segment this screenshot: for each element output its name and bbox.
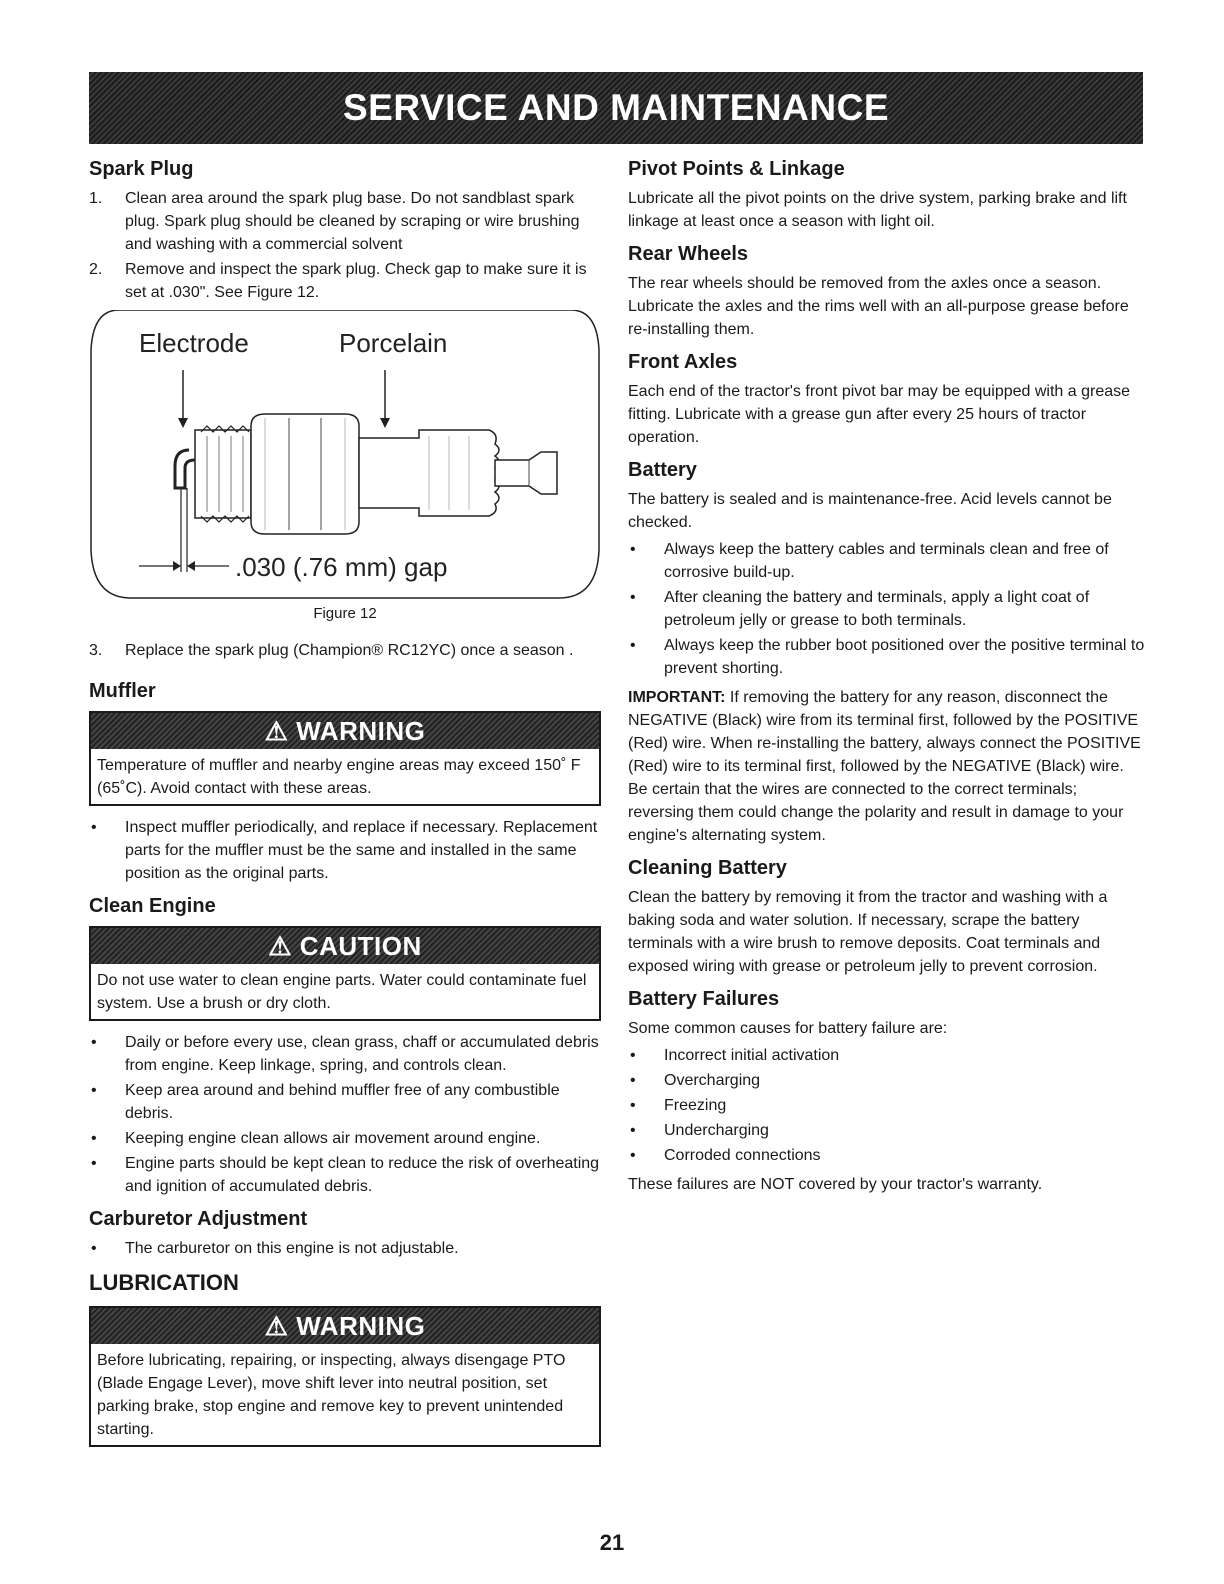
- warning-title: WARNING: [296, 1310, 426, 1341]
- battery-bullets: [628, 538, 1146, 680]
- list-item: • Incorrect initial activation: [628, 1044, 1146, 1067]
- lubrication-heading: LUBRICATION: [89, 1270, 239, 1295]
- front-axles-heading: Front Axles: [628, 351, 738, 373]
- important-note: [628, 686, 1146, 847]
- battery-failures-intro: Some common causes for battery failure are:: [628, 1020, 948, 1037]
- list-item: • Keep area around and behind muffler free of any combustible debris.: [89, 1079, 601, 1125]
- porcelain-arrow-head: [380, 418, 390, 428]
- list-item: • Inspect muffler periodically, and replace if necessary. Replacement parts for the muffler must be the same and installed in the same position as the original parts.: [89, 816, 601, 885]
- electrode-arrow-head: [178, 418, 188, 428]
- list-item: • Always keep the rubber boot positioned over the positive terminal to prevent shorting.: [628, 634, 1146, 680]
- battery-section: [628, 459, 1146, 847]
- caution-triangle-icon: ⚠: [268, 930, 293, 961]
- gap-label: .030 (.76 mm) gap: [235, 552, 448, 582]
- warning-triangle-icon: ⚠: [264, 1310, 289, 1341]
- list-item: [89, 187, 601, 256]
- warning-header: [91, 713, 599, 749]
- pivot-section: [628, 158, 1146, 233]
- step-number: 2.: [89, 261, 103, 278]
- clean-engine-bullets: [89, 1031, 601, 1198]
- figure-caption: Figure 12: [313, 605, 377, 622]
- carburetor-bullets: [89, 1237, 601, 1260]
- section-banner: [89, 72, 1143, 144]
- list-item: • Keeping engine clean allows air movement around engine.: [89, 1127, 601, 1150]
- list-item: • Engine parts should be kept clean to reduce the risk of overheating and ignition of accumulated debris.: [89, 1152, 601, 1198]
- caution-title: CAUTION: [299, 930, 422, 961]
- list-item: • Always keep the battery cables and terminals clean and free of corrosive build-up.: [628, 538, 1146, 584]
- step-text: Replace the spark plug (Champion® RC12YC) once a season .: [125, 642, 574, 659]
- step-text: Remove and inspect the spark plug. Check gap to make sure it is set at .030". See Figure 12.: [125, 261, 587, 301]
- battery-failures-bullets: [628, 1044, 1146, 1167]
- warning-title: WARNING: [296, 715, 426, 746]
- carburetor-heading: Carburetor Adjustment: [89, 1208, 308, 1230]
- caution-header: [91, 928, 599, 964]
- spark-plug-step3: [89, 639, 601, 662]
- important-text: If removing the battery for any reason, disconnect the NEGATIVE (Black) wire from its terminal first, followed by the POSITIVE (Red) wire. When re-installing the battery, always connect the POSITIVE (Red) wire to its terminal first, followed by the NEGATIVE (Black) wire. Be certain that the wires are connected to the correct terminals; reversing them could change the polarity and result in damage to your engine's alternating system.: [628, 689, 1141, 844]
- cleaning-battery-text: Clean the battery by removing it from the tractor and washing with a baking soda and water solution. If necessary, scrape the battery terminals with a wire brush to remove deposits. Coat terminals and exposed wiring with grease or petroleum jelly to prevent corrosion.: [628, 889, 1108, 975]
- terminal-nut: [495, 452, 557, 494]
- electrode-label: Electrode: [139, 328, 249, 358]
- spark-plug-figure: [89, 310, 601, 600]
- clean-engine-section: [89, 895, 601, 1198]
- lubrication-section: [89, 1270, 601, 1447]
- warning-text: Temperature of muffler and nearby engine areas may exceed 150˚ F (65˚C). Avoid contact with these areas.: [97, 757, 581, 797]
- caution-text: Do not use water to clean engine parts. Water could contaminate fuel system. Use a brush or dry cloth.: [97, 972, 587, 1012]
- rear-wheels-heading: Rear Wheels: [628, 243, 749, 265]
- list-item: [89, 258, 601, 304]
- rear-wheels-text: The rear wheels should be removed from the axles once a season. Lubricate the axles and the rims well with an all-purpose grease before re-installing them.: [628, 275, 1129, 338]
- lubrication-warning-box: [89, 1306, 601, 1447]
- electrode-hook: [175, 450, 195, 488]
- muffler-heading: Muffler: [89, 680, 156, 702]
- list-item: • After cleaning the battery and terminals, apply a light coat of petroleum jelly or grease to both terminals.: [628, 586, 1146, 632]
- list-item: [89, 639, 601, 662]
- warning-triangle-icon: ⚠: [264, 715, 289, 746]
- step-text: Clean area around the spark plug base. Do not sandblast spark plug. Spark plug should be cleaned by scraping or wire brushing and washing with a commercial solvent: [125, 190, 580, 253]
- spark-plug-steps: [89, 187, 601, 304]
- carburetor-section: [89, 1208, 601, 1260]
- page-title: SERVICE AND MAINTENANCE: [343, 87, 889, 128]
- cleaning-battery-section: [628, 857, 1146, 978]
- muffler-warning-box: [89, 711, 601, 806]
- warning-header: [91, 1308, 599, 1344]
- important-label: IMPORTANT:: [628, 689, 726, 706]
- battery-failures-heading: Battery Failures: [628, 988, 780, 1010]
- step-number: 3.: [89, 642, 103, 659]
- front-axles-section: [628, 351, 1146, 449]
- list-item: • Overcharging: [628, 1069, 1146, 1092]
- front-axles-text: Each end of the tractor's front pivot bar may be equipped with a grease fitting. Lubricate with a grease gun after every 25 hours of tractor operation.: [628, 383, 1131, 446]
- step-number: 1.: [89, 190, 103, 207]
- engine-caution-box: [89, 926, 601, 1021]
- battery-heading: Battery: [628, 459, 697, 481]
- hex-nut: [251, 414, 359, 534]
- muffler-bullets: [89, 816, 601, 885]
- pivot-text: Lubricate all the pivot points on the drive system, parking brake and lift linkage at least once a season with light oil.: [628, 190, 1127, 230]
- list-item: • Undercharging: [628, 1119, 1146, 1142]
- warning-text: Before lubricating, repairing, or inspecting, always disengage PTO (Blade Engage Lever), move shift lever into neutral position, set parking brake, stop engine and remove key to prevent unintended starting.: [97, 1352, 566, 1438]
- battery-failures-section: [628, 988, 1146, 1196]
- right-column: [628, 158, 1146, 1206]
- list-item: • The carburetor on this engine is not adjustable.: [89, 1237, 601, 1260]
- left-column: [89, 158, 601, 1457]
- list-item: • Daily or before every use, clean grass, chaff or accumulated debris from engine. Keep linkage, spring, and controls clean.: [89, 1031, 601, 1077]
- spark-plug-heading: Spark Plug: [89, 158, 194, 180]
- spark-plug-diagram: [89, 310, 601, 600]
- list-item: • Freezing: [628, 1094, 1146, 1117]
- rear-wheels-section: [628, 243, 1146, 341]
- page-number: 21: [599, 1530, 625, 1555]
- battery-text: The battery is sealed and is maintenance-free. Acid levels cannot be checked.: [628, 491, 1112, 531]
- spark-plug-section: [89, 158, 601, 662]
- battery-failures-outro: These failures are NOT covered by your tractor's warranty.: [628, 1176, 1043, 1193]
- muffler-section: [89, 680, 601, 885]
- list-item: • Corroded connections: [628, 1144, 1146, 1167]
- pivot-heading: Pivot Points & Linkage: [628, 158, 845, 180]
- clean-engine-heading: Clean Engine: [89, 895, 216, 917]
- cleaning-battery-heading: Cleaning Battery: [628, 857, 787, 879]
- porcelain-label: Porcelain: [339, 328, 448, 358]
